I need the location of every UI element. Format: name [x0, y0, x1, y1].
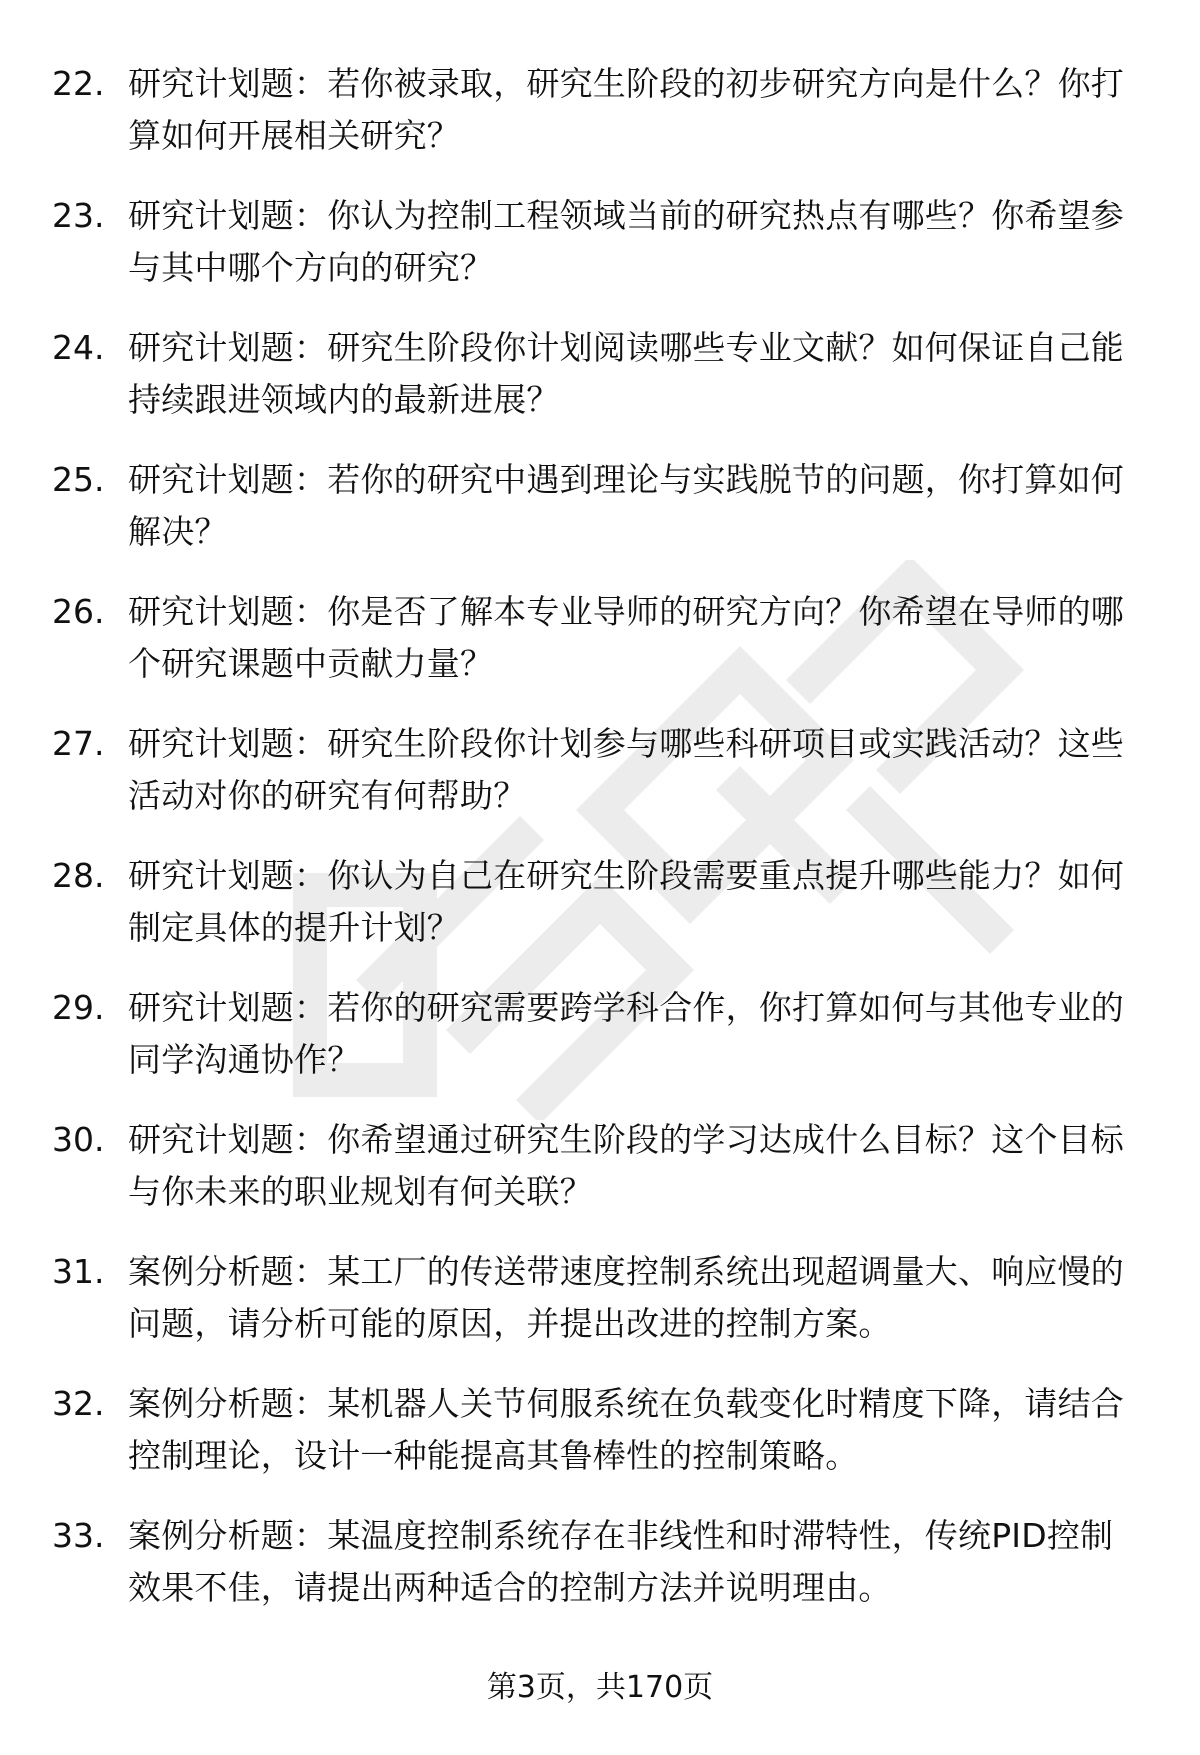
list-item [52, 322, 1152, 454]
question-number: 23. [52, 196, 105, 235]
question-number: 33. [52, 1516, 105, 1555]
question-text: 研究计划题：你认为自己在研究生阶段需要重点提升哪些能力？如何制定具体的提升计划？ [128, 856, 1124, 947]
list-item [52, 58, 1152, 190]
question-number: 29. [52, 988, 105, 1027]
page-footer: 第3页，共170页 [486, 1670, 714, 1705]
list-item [52, 1114, 1152, 1246]
list-item [52, 982, 1152, 1114]
question-number: 25. [52, 460, 105, 499]
question-number: 22. [52, 64, 105, 103]
question-text: 研究计划题：研究生阶段你计划参与哪些科研项目或实践活动？这些活动对你的研究有何帮助？ [128, 724, 1124, 815]
question-text: 研究计划题：你认为控制工程领域当前的研究热点有哪些？你希望参与其中哪个方向的研究？ [128, 196, 1124, 287]
list-item [52, 1378, 1152, 1510]
question-text: 研究计划题：若你的研究需要跨学科合作，你打算如何与其他专业的同学沟通协作？ [128, 988, 1124, 1079]
question-text: 研究计划题：你希望通过研究生阶段的学习达成什么目标？这个目标与你未来的职业规划有何关联？ [128, 1120, 1124, 1211]
question-number: 30. [52, 1120, 105, 1159]
question-number: 26. [52, 592, 105, 631]
list-item [52, 1510, 1152, 1642]
question-text: 案例分析题：某机器人关节伺服系统在负载变化时精度下降，请结合控制理论，设计一种能提高其鲁棒性的控制策略。 [128, 1384, 1124, 1475]
list-item [52, 190, 1152, 322]
list-item [52, 718, 1152, 850]
list-item [52, 586, 1152, 718]
question-text: 研究计划题：若你的研究中遇到理论与实践脱节的问题，你打算如何解决？ [128, 460, 1124, 551]
question-number: 24. [52, 328, 105, 367]
question-text: 研究计划题：若你被录取，研究生阶段的初步研究方向是什么？你打算如何开展相关研究？ [128, 64, 1124, 155]
question-text: 研究计划题：你是否了解本专业导师的研究方向？你希望在导师的哪个研究课题中贡献力量？ [128, 592, 1124, 683]
list-item [52, 454, 1152, 586]
question-text: 案例分析题：某工厂的传送带速度控制系统出现超调量大、响应慢的问题，请分析可能的原因，并提出改进的控制方案。 [128, 1252, 1124, 1343]
list-item [52, 850, 1152, 982]
question-number: 32. [52, 1384, 105, 1423]
question-text: 案例分析题：某温度控制系统存在非线性和时滞特性，传统PID控制效果不佳，请提出两种适合的控制方法并说明理由。 [128, 1516, 1114, 1607]
question-list [52, 58, 1152, 1642]
question-text: 研究计划题：研究生阶段你计划阅读哪些专业文献？如何保证自己能持续跟进领域内的最新进展？ [128, 328, 1124, 419]
list-item [52, 1246, 1152, 1378]
question-number: 31. [52, 1252, 105, 1291]
question-number: 28. [52, 856, 105, 895]
question-number: 27. [52, 724, 105, 763]
